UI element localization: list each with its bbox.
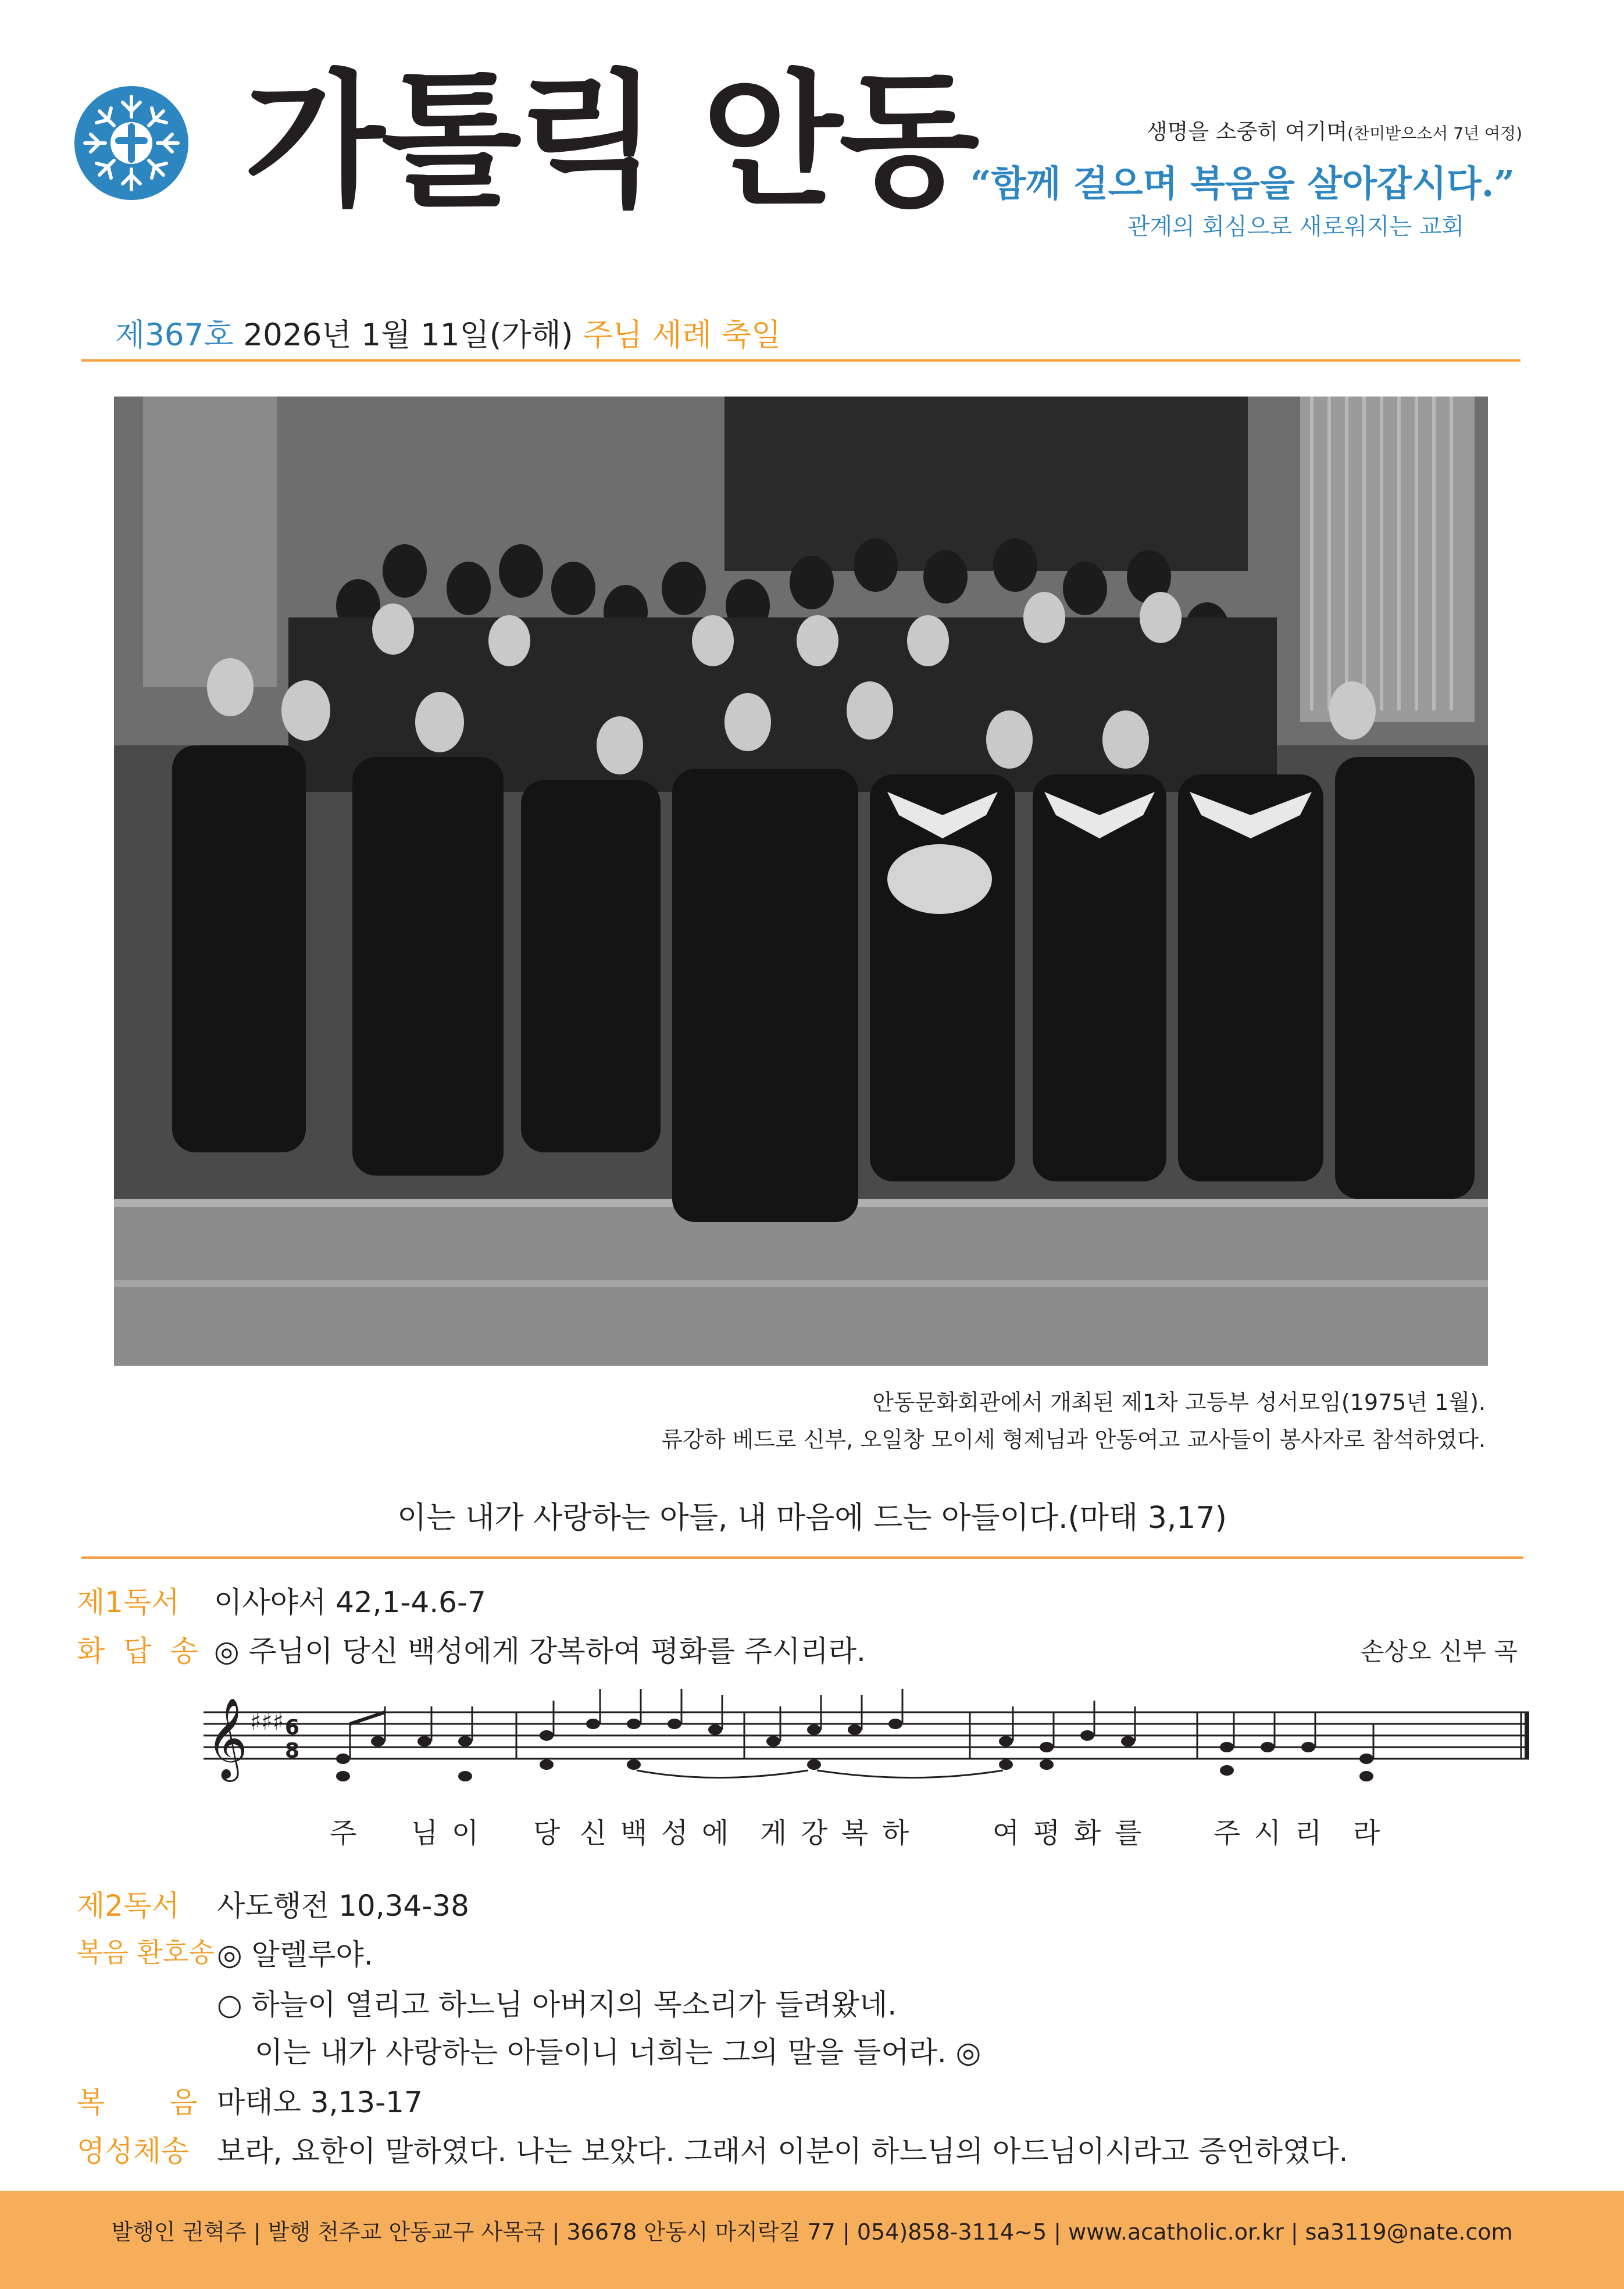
communion-label: 영성체송 bbox=[77, 2134, 190, 2168]
alleluia-text: ◎ 알렐루야. bbox=[217, 1938, 373, 1972]
gospel-label: 복 음 bbox=[77, 2086, 198, 2119]
reading2-label: 제2독서 bbox=[77, 1889, 180, 1923]
svg-text:♯♯♯: ♯♯♯ bbox=[250, 1709, 284, 1736]
divider-top bbox=[81, 359, 1521, 362]
psalm-composer: 손상오 신부 곡 bbox=[1360, 1637, 1518, 1666]
motto-subtitle: 관계의 회심으로 새로워지는 교회 bbox=[1127, 213, 1464, 240]
lyric-syllable: 백 bbox=[620, 1817, 648, 1849]
lyric-syllable: 평 bbox=[1033, 1817, 1061, 1849]
divider-middle bbox=[81, 1556, 1523, 1559]
footer-publisher-info: 발행인 권혁주 | 발행 천주교 안동교구 사목국 | 36678 안동시 마지락길 77 | 054)858-3114~5 | www.acatholic.or.kr | sa3119@nate.com bbox=[111, 2219, 1513, 2245]
lyric-syllable: 주 bbox=[1213, 1817, 1241, 1849]
reading1-text: 이사야서 42,1-4.6-7 bbox=[214, 1585, 486, 1619]
lyric-syllable: 님 bbox=[411, 1817, 438, 1849]
caption-line-2: 류강하 베드로 신부, 오일창 모이세 형제님과 안동여고 교사들이 봉사자로 참석하였다. bbox=[661, 1427, 1486, 1452]
reading1-label: 제1독서 bbox=[77, 1585, 180, 1619]
lyric-syllable: 여 bbox=[992, 1817, 1020, 1849]
lyric-syllable: 당 bbox=[533, 1817, 561, 1849]
lyric-syllable: 신 bbox=[579, 1817, 607, 1849]
lyric-syllable: 를 bbox=[1114, 1817, 1142, 1849]
issue-number: 제367호 bbox=[115, 317, 234, 353]
psalm-lyrics bbox=[204, 1811, 1541, 1851]
alleluia-label: 복음 환호송 bbox=[77, 1937, 215, 1968]
lyric-syllable: 화 bbox=[1073, 1817, 1101, 1849]
communion-text: 보라, 요한이 말하였다. 나는 보았다. 그래서 이분이 하느님의 아드님이시라고 증언하였다. bbox=[217, 2134, 1348, 2168]
svg-text:8: 8 bbox=[285, 1739, 300, 1763]
diocese-logo-icon bbox=[73, 85, 190, 201]
lyric-syllable: 성 bbox=[661, 1817, 688, 1849]
lyric-syllable: 복 bbox=[841, 1817, 869, 1849]
issue-line bbox=[115, 310, 781, 355]
group-photo bbox=[114, 397, 1488, 1366]
issue-feast: 주님 세례 축일 bbox=[583, 317, 781, 353]
motto-small-text: 생명을 소중히 여기며 bbox=[1146, 119, 1348, 144]
issue-date: 2026년 1월 11일(가해) bbox=[243, 317, 573, 353]
motto-small bbox=[1147, 114, 1522, 145]
lyric-syllable: 게 bbox=[759, 1817, 787, 1849]
photo-caption bbox=[661, 1384, 1486, 1458]
lyric-syllable: 시 bbox=[1254, 1817, 1282, 1849]
lyric-syllable: 주 bbox=[329, 1817, 357, 1849]
reading2-text: 사도행전 10,34-38 bbox=[217, 1889, 469, 1923]
psalm-text: ◎ 주님이 당신 백성에게 강복하여 평화를 주시리라. bbox=[214, 1634, 866, 1668]
motto-small-note: (찬미받으소서 7년 여정) bbox=[1347, 124, 1522, 143]
alleluia-verse-1: ○ 하늘이 열리고 하느님 아버지의 목소리가 들려왔네. bbox=[217, 1988, 897, 2022]
psalm-label: 화 답 송 bbox=[77, 1634, 203, 1668]
caption-line-1: 안동문화회관에서 개최된 제1차 고등부 성서모임(1975년 1월). bbox=[872, 1390, 1486, 1415]
featured-verse: 이는 내가 사랑하는 아들, 내 마음에 드는 아들이다.(마태 3,17) bbox=[397, 1501, 1227, 1535]
lyric-syllable: 에 bbox=[701, 1817, 729, 1849]
svg-text:𝄞: 𝄞 bbox=[206, 1698, 248, 1779]
masthead-title: 가톨릭 안동 bbox=[244, 56, 976, 226]
alleluia-verse-2: 이는 내가 사랑하는 아들이니 너희는 그의 말을 들어라. ◎ bbox=[255, 2036, 981, 2069]
lyric-syllable: 하 bbox=[881, 1817, 909, 1849]
lyric-syllable: 이 bbox=[451, 1817, 479, 1849]
lyric-syllable: 강 bbox=[800, 1817, 828, 1849]
lyric-syllable: 라 bbox=[1352, 1817, 1380, 1849]
gospel-text: 마태오 3,13-17 bbox=[217, 2086, 423, 2119]
lyric-syllable: 리 bbox=[1294, 1817, 1322, 1849]
motto-quote: “함께 걸으며 복음을 살아갑시다.” bbox=[970, 162, 1515, 205]
svg-text:6: 6 bbox=[285, 1716, 300, 1740]
